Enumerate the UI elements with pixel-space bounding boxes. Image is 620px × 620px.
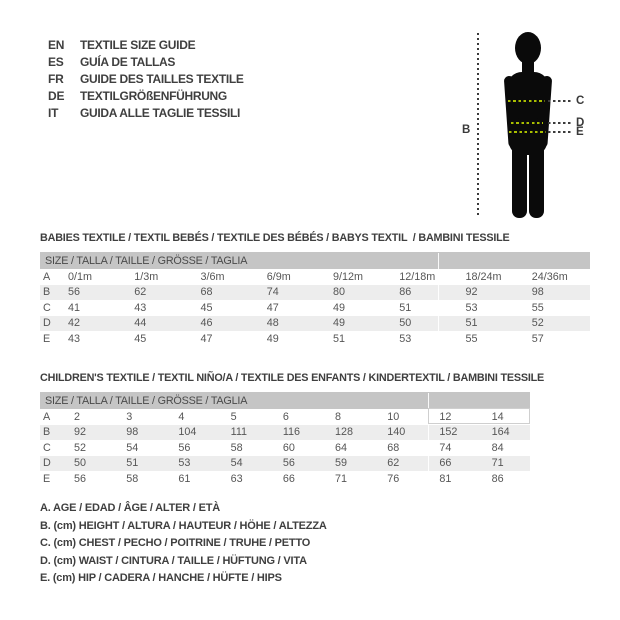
row-label: A [43,270,51,283]
table-cell: 56 [178,441,191,454]
table-cell: 51 [333,332,346,345]
legend-line: A. AGE / EDAD / ÂGE / ALTER / ETÀ [40,502,221,514]
table-row [40,269,590,285]
language-row [48,36,244,53]
table-cell: 84 [491,441,504,454]
table-cell: 92 [60,425,112,441]
table-row [40,285,590,301]
legend-line: D. (cm) WAIST / CINTURA / TAILLE / HÜFTUNG / VITA [40,554,307,567]
table-cell: 8 [335,410,342,423]
chest-dotted-line-leader [548,100,572,102]
table-cell: 24/36m [531,270,568,283]
table-cell: 98 [112,425,164,441]
table-cell: 49 [266,332,279,345]
child-silhouette-icon [493,30,563,220]
table-cell: 66 [282,472,295,485]
chest-label: C [576,95,585,107]
language-title-block [48,36,244,121]
table-cell: 48 [259,316,325,332]
table-cell: 92 [458,285,524,301]
table-cell: 54 [217,456,269,472]
language-label: GUÍA DE TALLAS [80,54,176,69]
table-cell: 59 [321,456,373,472]
legend-line: C. (cm) CHEST / PECHO / POITRINE / TRUHE / PETTO [40,537,311,549]
table-cell: 3/6m [200,270,225,283]
table-row [40,316,590,332]
table-cell: 47 [200,332,213,345]
language-row [48,104,244,121]
table-cell: 62 [373,456,425,472]
table-cell: 46 [193,316,259,332]
table-cell: 71 [478,456,530,472]
hip-label: E [576,126,584,138]
children-section-title: CHILDREN'S TEXTILE / TEXTIL NIÑO/A / TEXTILE DES ENFANTS / KINDERTEXTIL / BAMBINI TESSILE [40,372,545,384]
table-cell: 50 [391,316,457,332]
size-12-14-highlight-box [428,408,530,424]
language-label: TEXTILE SIZE GUIDE [80,37,196,52]
table-cell: 80 [325,285,391,301]
table-cell: 9/12m [333,270,364,283]
table-cell: 116 [269,425,321,441]
language-code: FR [48,71,64,86]
language-label: GUIDE DES TAILLES TEXTILE [80,71,244,86]
table-row [40,456,530,472]
print-seam-artifact [438,253,439,347]
language-code: ES [48,54,64,69]
table-cell: 10 [387,410,400,423]
table-cell: 41 [68,301,81,314]
language-label: GUIDA ALLE TAGLIE TESSILI [80,105,241,120]
height-label: B [462,124,471,136]
table-cell: 56 [269,456,321,472]
legend [40,500,327,588]
child-measurement-diagram [455,15,615,227]
table-row [40,425,530,441]
table-cell: 64 [335,441,348,454]
language-row [48,53,244,70]
table-cell: 55 [531,301,544,314]
language-label: TEXTILGRÖßENFÜHRUNG [80,88,227,103]
table-cell: 0/1m [68,270,93,283]
table-cell: 53 [164,456,216,472]
row-label: B [40,285,60,301]
table-cell: 14 [491,410,504,423]
row-label: C [43,301,51,314]
table-cell: 58 [230,441,243,454]
language-row [48,70,244,87]
table-cell: 44 [126,316,192,332]
row-label: E [43,332,51,345]
language-code: IT [48,105,59,120]
table-cell: 86 [491,472,504,485]
table-row [40,300,590,316]
table-cell: 12/18m [399,270,436,283]
children-size-table [40,392,530,487]
table-cell: 42 [60,316,126,332]
table-cell: 152 [425,425,477,441]
row-label: E [43,472,51,485]
row-label: D [40,316,60,332]
table-cell: 53 [399,332,412,345]
table-cell: 81 [439,472,452,485]
table-cell: 58 [126,472,139,485]
table-cell: 4 [178,410,185,423]
table-cell: 98 [524,285,590,301]
table-row [40,471,530,487]
table-cell: 18/24m [465,270,502,283]
row-label: A [43,410,51,423]
table-cell: 6/9m [266,270,291,283]
table-cell: 51 [399,301,412,314]
waist-dotted-line-on-body [511,122,543,124]
table-cell: 47 [266,301,279,314]
table-cell: 52 [524,316,590,332]
table-cell: 140 [373,425,425,441]
table-cell: 57 [531,332,544,345]
table-cell: 43 [68,332,81,345]
table-cell: 71 [335,472,348,485]
table-cell: 3 [126,410,133,423]
table-cell: 12 [439,410,452,423]
table-cell: 43 [134,301,147,314]
language-code: DE [48,88,65,103]
table-cell: 66 [425,456,477,472]
table-cell: 5 [230,410,237,423]
table-row [40,440,530,456]
language-code: EN [48,37,65,52]
table-cell: 2 [74,410,81,423]
table-cell: 61 [178,472,191,485]
waist-label: D [576,117,585,129]
table-cell: 45 [200,301,213,314]
babies-size-header: SIZE / TALLA / TAILLE / GRÖSSE / TAGLIA [40,252,590,269]
table-cell: 76 [387,472,400,485]
table-cell: 52 [74,441,87,454]
language-row [48,87,244,104]
table-cell: 111 [217,425,269,441]
row-label: B [40,425,60,441]
table-cell: 63 [230,472,243,485]
table-cell: 6 [282,410,289,423]
table-cell: 51 [112,456,164,472]
hip-dotted-line-on-body [509,131,546,133]
row-label: C [43,441,51,454]
table-cell: 68 [193,285,259,301]
table-cell: 68 [387,441,400,454]
table-cell: 49 [325,316,391,332]
table-cell: 74 [259,285,325,301]
waist-dotted-line-leader [548,122,572,124]
chest-dotted-line-on-body [508,100,545,102]
table-cell: 86 [391,285,457,301]
table-cell: 56 [60,285,126,301]
table-cell: 1/3m [134,270,159,283]
children-size-header: SIZE / TALLA / TAILLE / GRÖSSE / TAGLIA [40,392,530,409]
table-cell: 128 [321,425,373,441]
table-cell: 51 [458,316,524,332]
table-row [40,331,590,347]
row-label: D [40,456,60,472]
table-cell: 54 [126,441,139,454]
table-cell: 164 [478,425,530,441]
babies-section-title: BABIES TEXTILE / TEXTIL BEBÉS / TEXTILE DES BÉBÉS / BABYS TEXTIL / BAMBINI TESSILE [40,232,510,244]
table-cell: 45 [134,332,147,345]
table-cell: 74 [439,441,452,454]
table-cell: 62 [126,285,192,301]
legend-line: E. (cm) HIP / CADERA / HANCHE / HÜFTE / HIPS [40,572,282,584]
table-cell: 49 [333,301,346,314]
table-cell: 50 [60,456,112,472]
table-cell: 53 [465,301,478,314]
table-cell: 104 [164,425,216,441]
hip-dotted-line-leader [548,131,572,133]
table-cell: 56 [74,472,87,485]
legend-line: B. (cm) HEIGHT / ALTURA / HAUTEUR / HÖHE / ALTEZZA [40,519,327,532]
table-cell: 55 [465,332,478,345]
height-dotted-line [477,33,479,218]
babies-size-table [40,252,590,347]
table-cell: 60 [282,441,295,454]
print-seam-artifact [428,393,429,482]
